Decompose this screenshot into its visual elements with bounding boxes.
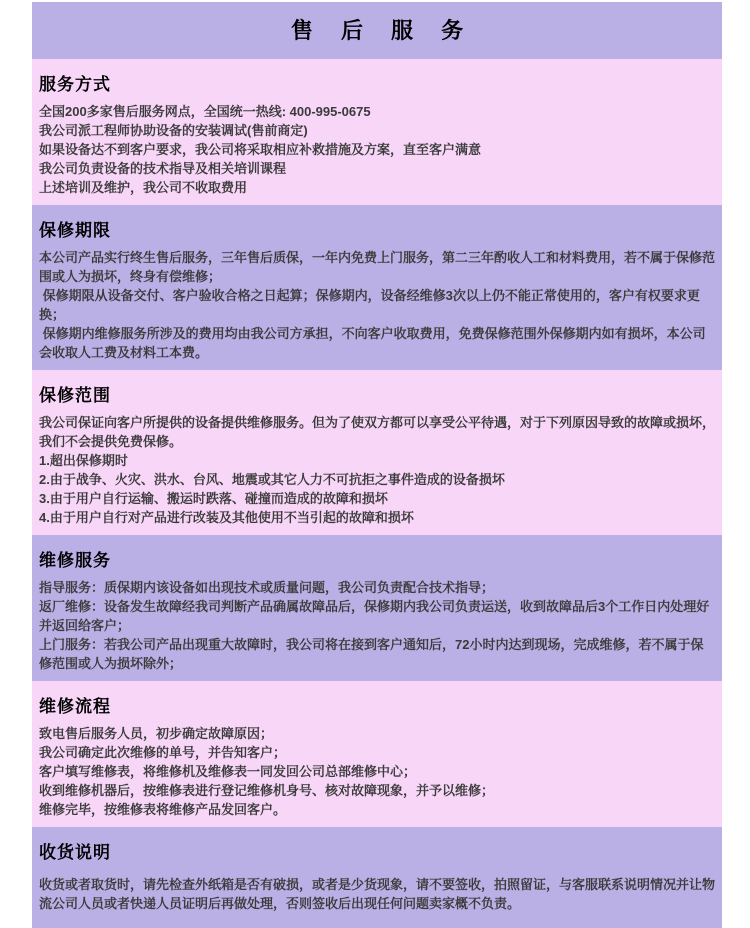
section-heading: 收货说明 xyxy=(39,843,111,862)
section-paragraph: 全国200多家售后服务网点，全国统一热线: 400-995-0675 xyxy=(39,104,371,119)
section-heading: 保修范围 xyxy=(39,386,111,405)
section-receiving-instructions xyxy=(32,827,722,928)
section-paragraph: 指导服务：质保期内该设备如出现技术或质量问题，我公司负责配合技术指导； xyxy=(39,580,495,595)
section-warranty-scope xyxy=(32,370,722,535)
section-paragraph: 3.由于用户自行运输、搬运时跌落、碰撞而造成的故障和损坏 xyxy=(39,491,388,506)
section-heading: 服务方式 xyxy=(39,75,111,94)
section-paragraph: 1.超出保修期时 xyxy=(39,453,128,468)
section-paragraph: 如果设备达不到客户要求，我公司将采取相应补救措施及方案，直至客户满意 xyxy=(39,142,482,157)
section-paragraph: 收到维修机器后，按维修表进行登记维修机身号、核对故障现象，并予以维修； xyxy=(39,783,495,798)
section-paragraph: 4.由于用户自行对产品进行改装及其他使用不当引起的故障和损坏 xyxy=(39,510,414,525)
section-repair-process xyxy=(32,681,722,827)
section-heading: 维修流程 xyxy=(39,697,111,716)
section-paragraph: 本公司产品实行终生售后服务，三年售后质保，一年内免费上门服务，第二三年酌收人工和材料费用，若不属于保修范围或人为损坏，终身有偿维修； xyxy=(39,250,716,284)
page-title: 售 后 服 务 xyxy=(290,18,475,43)
section-service-method xyxy=(32,59,722,205)
section-heading: 维修服务 xyxy=(39,551,111,570)
section-paragraph: 返厂维修：设备发生故障经我司判断产品确属故障品后，保修期内我公司负责运送，收到故障品后3个工作日内处理好并返回给客户； xyxy=(39,599,710,633)
section-paragraph: 致电售后服务人员，初步确定故障原因； xyxy=(39,726,274,741)
section-paragraph: 保修期内维修服务所涉及的费用均由我公司方承担，不向客户收取费用，免费保修范围外保修期内如有损坏，本公司会收取人工费及材料工本费。 xyxy=(39,326,706,360)
section-heading: 保修期限 xyxy=(39,221,111,240)
section-paragraph: 我公司派工程师协助设备的安装调试(售前商定) xyxy=(39,123,308,138)
section-warranty-period xyxy=(32,205,722,370)
section-repair-service xyxy=(32,535,722,681)
section-paragraph: 维修完毕，按维修表将维修产品发回客户。 xyxy=(39,802,287,817)
section-paragraph: 我公司保证向客户所提供的设备提供维修服务。但为了使双方都可以享受公平待遇，对于下列原因导致的故障或损坏，我们不会提供免费保修。 xyxy=(39,415,716,449)
section-paragraph: 保修期限从设备交付、客户验收合格之日起算；保修期内，设备经维修3次以上仍不能正常使用的，客户有权要求更换； xyxy=(39,288,700,322)
page-title-banner xyxy=(32,2,722,59)
content-column xyxy=(32,2,722,928)
section-paragraph: 上述培训及维护，我公司不收取费用 xyxy=(39,180,248,195)
section-paragraph: 上门服务：若我公司产品出现重大故障时，我公司将在接到客户通知后，72小时内达到现场，完成维修，若不属于保修范围或人为损坏除外； xyxy=(39,637,704,671)
section-paragraph: 我公司确定此次维修的单号，并告知客户； xyxy=(39,745,287,760)
section-paragraph: 我公司负责设备的技术指导及相关培训课程 xyxy=(39,161,287,176)
section-paragraph: 2.由于战争、火灾、洪水、台风、地震或其它人力不可抗拒之事件造成的设备损坏 xyxy=(39,472,505,487)
section-paragraph: 收货或者取货时，请先检查外纸箱是否有破损，或者是少货现象，请不要签收，拍照留证，与客服联系说明情况并让物流公司人员或者快递人员证明后再做处理，否则签收后出现任何问题卖家概不负责。 xyxy=(39,877,716,911)
section-paragraph: 客户填写维修表，将维修机及维修表一同发回公司总部维修中心； xyxy=(39,764,417,779)
